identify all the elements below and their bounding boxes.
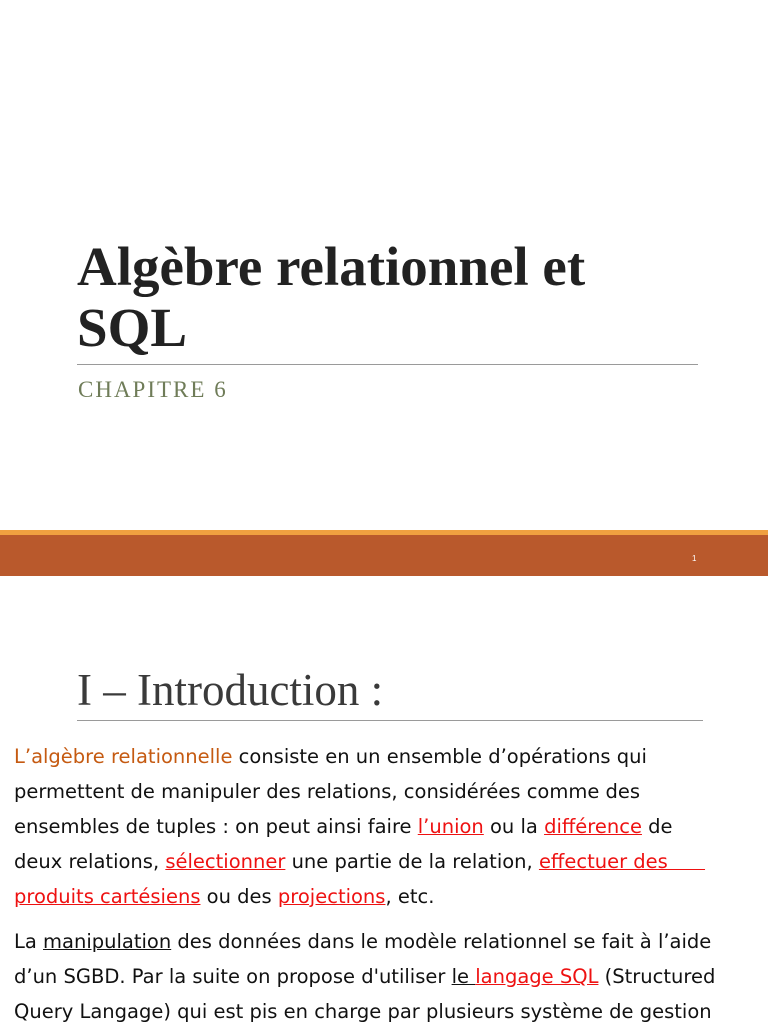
text-span: (Structured — [598, 965, 716, 988]
footer-band — [0, 535, 768, 576]
keyword-projections: projections — [277, 885, 386, 908]
keyword-selectionner: sélectionner — [165, 850, 286, 873]
text-span: d’un SGBD. Par la suite on propose d'utiliser — [14, 965, 452, 988]
paragraph-2 — [14, 924, 766, 1029]
p2-line-3: Query Langage) qui est pis en charge par plusieurs système de gestion — [14, 1000, 712, 1023]
text-span: , etc. — [385, 885, 435, 908]
text-span: ensembles de tuples : on peut ainsi faire — [14, 815, 418, 838]
keyword-union: l’union — [417, 815, 484, 838]
text-span: ou la — [483, 815, 545, 838]
paragraph-1 — [14, 739, 766, 914]
keyword-manipulation: manipulation — [43, 930, 172, 953]
slide-title — [77, 236, 717, 358]
text-span: ou des — [200, 885, 278, 908]
keyword-le: le — [451, 965, 470, 988]
p1-line-2: permettent de manipuler des relations, considérées comme des — [14, 780, 641, 803]
text-span: des données dans le modèle relationnel se fait à l’aide — [171, 930, 712, 953]
body-text — [14, 739, 766, 1029]
text-span: La — [14, 930, 44, 953]
keyword-algebre: L’algèbre relationnelle — [14, 745, 233, 768]
heading-divider — [77, 720, 703, 721]
title-divider — [77, 364, 698, 365]
p2-line-1 — [14, 924, 766, 959]
p1-line-1 — [14, 739, 766, 774]
title-line-1: Algèbre relationnel et — [77, 236, 586, 297]
slide-subtitle: CHAPITRE 6 — [78, 377, 228, 402]
keyword-langage-sql: langage SQL — [475, 965, 599, 988]
text-span: deux relations, — [14, 850, 166, 873]
p2-line-2 — [14, 959, 766, 994]
text-span: de — [641, 815, 673, 838]
keyword-produits: produits cartésiens — [14, 885, 201, 908]
title-line-2: SQL — [77, 297, 188, 358]
keyword-effectuer: effectuer des — [538, 850, 706, 873]
p1-line-4 — [14, 844, 766, 879]
keyword-difference: différence — [544, 815, 642, 838]
section-heading: I – Introduction : — [77, 665, 384, 715]
p1-line-5 — [14, 879, 766, 914]
page-number: 1 — [692, 554, 697, 563]
text-span: consiste en un ensemble d’opérations qui — [232, 745, 647, 768]
text-span: une partie de la relation, — [285, 850, 539, 873]
p1-line-3 — [14, 809, 766, 844]
